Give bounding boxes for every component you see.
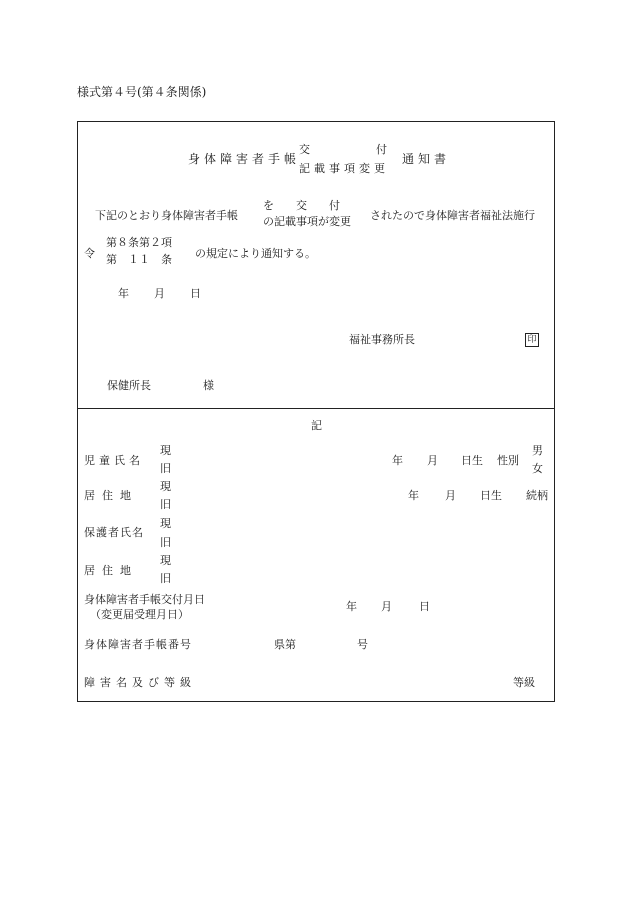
record-heading: 記 — [311, 419, 322, 432]
recipient-name: 保健所長 — [107, 379, 151, 392]
child-name-label: 児童氏名 — [84, 454, 144, 467]
title-option-issue: 交 付 — [299, 143, 387, 156]
birth-month: 月 — [445, 489, 456, 502]
body-choice-issue: を 交 付 — [263, 199, 340, 212]
guardian-name-old: 旧 — [160, 536, 171, 549]
relationship-label: 続柄 — [526, 489, 548, 502]
body-line1-start: 下記のとおり身体障害者手帳 — [95, 209, 238, 222]
child-name-born: 日生 — [461, 454, 483, 467]
birth-year: 年 — [408, 489, 419, 502]
issue-date-label: 身体障害者手帳交付月日 — [84, 593, 205, 606]
child-name-month: 月 — [427, 454, 438, 467]
guardian-address-old: 旧 — [160, 572, 171, 585]
title-option-change: 記載事項変更 — [299, 162, 389, 175]
section-divider — [77, 408, 555, 409]
handbook-number-label: 身体障害者手帳番号 — [84, 638, 192, 651]
child-address-current: 現 — [160, 480, 171, 493]
recipient-honorific: 様 — [203, 379, 214, 392]
body-line1-end: されたので身体障害者福祉法施行 — [370, 209, 535, 222]
child-name-year: 年 — [392, 454, 403, 467]
child-address-old: 旧 — [160, 498, 171, 511]
handbook-prefecture: 県第 — [274, 638, 296, 651]
date-year: 年 — [118, 287, 129, 300]
body-choice-change: の記載事項が変更 — [263, 215, 351, 228]
guardian-address-current: 現 — [160, 554, 171, 567]
body-article-2: 第 １１ 条 — [106, 253, 172, 266]
date-day: 日 — [190, 287, 201, 300]
guardian-address-label: 居住地 — [84, 564, 138, 577]
change-date-label: （変更届受理月日） — [90, 608, 189, 621]
handbook-number-suffix: 号 — [357, 638, 368, 651]
guardian-name-current: 現 — [160, 517, 171, 530]
child-address-label: 居住地 — [84, 489, 138, 502]
title-suffix: 通知書 — [402, 152, 451, 166]
issuer-title: 福祉事務所長 — [349, 333, 415, 346]
seal-mark: 印 — [525, 333, 539, 347]
issue-day: 日 — [419, 600, 430, 613]
child-sex-female: 女 — [532, 462, 543, 475]
child-sex-male: 男 — [532, 444, 543, 457]
form-number: 様式第４号(第４条関係) — [77, 85, 207, 99]
guardian-name-label: 保護者氏名 — [84, 526, 144, 539]
child-sex-label: 性別 — [497, 454, 519, 467]
child-name-old: 旧 — [160, 462, 171, 475]
body-line2-end: の規定により通知する。 — [195, 247, 316, 260]
issue-month: 月 — [381, 600, 392, 613]
title-prefix: 身体障害者手帳 — [188, 152, 301, 166]
birth-day: 日生 — [480, 489, 502, 502]
child-name-current: 現 — [160, 444, 171, 457]
body-line2-start: 令 — [84, 247, 95, 260]
issue-year: 年 — [346, 600, 357, 613]
body-article-1: 第８条第２項 — [106, 236, 172, 249]
disability-label: 障害名及び等級 — [84, 676, 196, 689]
date-month: 月 — [154, 287, 165, 300]
disability-grade: 等級 — [513, 676, 535, 689]
